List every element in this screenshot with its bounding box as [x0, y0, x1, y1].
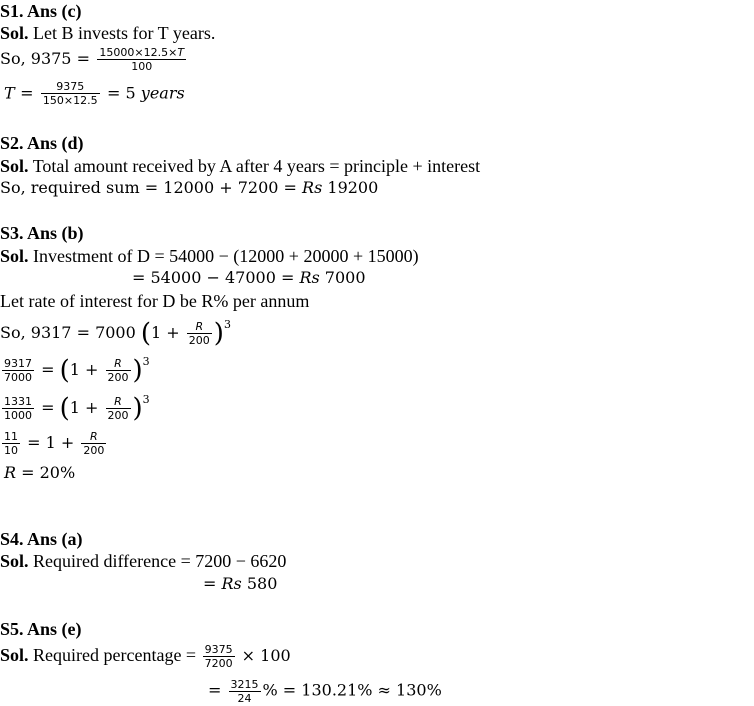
sol-label: Sol.	[0, 156, 29, 176]
sol-label: Sol.	[0, 23, 29, 43]
s5-heading: S5. Ans (e)	[0, 619, 82, 639]
s4-line2: = Rs 580	[203, 574, 278, 593]
fraction: $\frac{9317}{7000}$	[4, 357, 32, 384]
fraction: $\frac{11}{10}$	[4, 430, 18, 457]
fraction: $\frac{R}{200}$	[188, 320, 210, 347]
s1-heading: S1. Ans (c)	[0, 1, 82, 21]
s3-line3: Let rate of interest for D be R% per annum	[0, 291, 310, 311]
s1-equation-2: T = $\frac{9375}{150\times 12.5}$ = 5 years	[4, 80, 185, 107]
s1-line1: Let B invests for T years.	[28, 23, 216, 43]
s1-sol-line	[0, 22, 215, 45]
s2-equation: So, required sum = 12000 + 7200 = Rs 19200	[0, 178, 379, 197]
fraction: $\frac{1331}{1000}$	[4, 395, 32, 422]
s3-line2: = 54000 − 47000 = Rs 7000	[132, 268, 366, 287]
fraction: $\frac{R}{200}$	[83, 430, 105, 457]
s5-sol-line: Sol. Required percentage = $\frac{9375}{7200}$ × 100	[0, 643, 291, 670]
fraction: $\frac{9375}{7200}$	[204, 643, 233, 670]
s5-line2: = $\frac{3215}{24}$ % = 130.21% ≈ 130%	[208, 678, 442, 704]
s3-equation-3: $\frac{1331}{1000}$ = (1 + $\frac{R}{200}$ )$^3$	[4, 393, 150, 424]
s3-sol-line: Sol. Investment of D = 54000 − (12000 + 20000 + 15000)	[0, 246, 419, 266]
fraction: $\frac{9375}{150\times 12.5}$	[42, 80, 98, 107]
s3-equation-1: So, 9317 = 7000 (1 + $\frac{R}{200}$ )$^3$	[0, 318, 231, 349]
s2-sol-line: Sol. Total amount received by A after 4 years = principle + interest	[0, 156, 481, 176]
fraction: $\frac{R}{200}$	[107, 395, 129, 422]
s3-heading: S3. Ans (b)	[0, 223, 84, 243]
s4-heading: S4. Ans (a)	[0, 529, 83, 549]
s2-heading: S2. Ans (d)	[0, 133, 84, 153]
fraction: $\frac{15000\times 12.5\times T}{100}$	[99, 46, 185, 73]
s3-result: R = 20%	[4, 463, 76, 482]
s1-equation-1: So, 9375 = $\frac{15000\times 12.5\times T}{100}$	[0, 46, 185, 73]
s3-equation-2: $\frac{9317}{7000}$ = (1 + $\frac{R}{200}$ )$^3$	[4, 355, 150, 386]
sol-label: Sol.	[0, 551, 29, 571]
sol-label: Sol.	[0, 246, 29, 266]
fraction: $\frac{R}{200}$	[107, 357, 129, 384]
s3-equation-4: $\frac{11}{10}$ = 1 + $\frac{R}{200}$	[4, 430, 105, 457]
sol-label: Sol.	[0, 645, 29, 665]
s4-sol-line: Sol. Required difference = 7200 − 6620	[0, 551, 287, 571]
fraction: $\frac{3215}{24}$	[230, 678, 259, 704]
